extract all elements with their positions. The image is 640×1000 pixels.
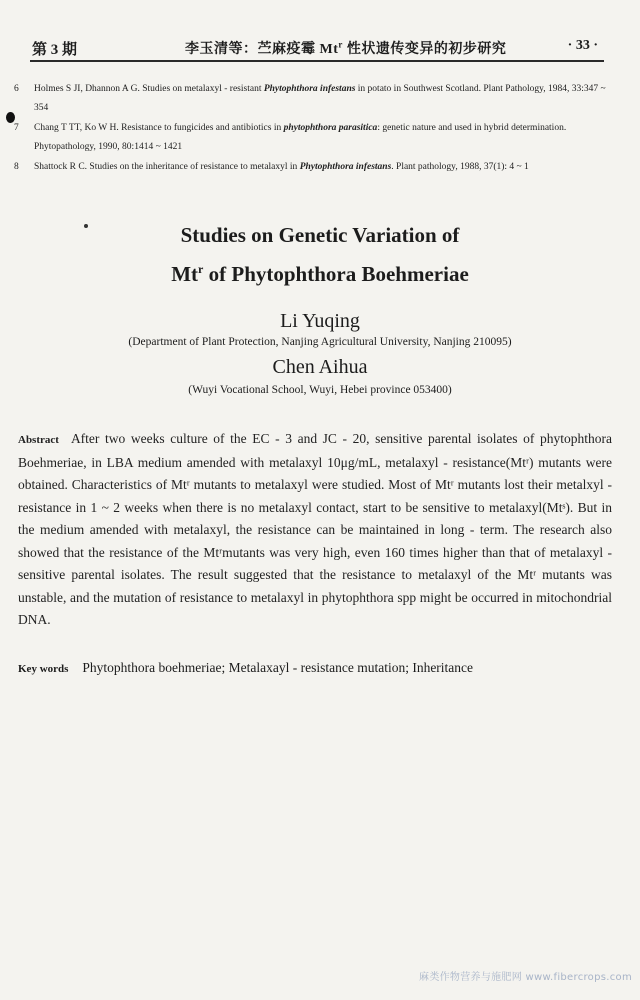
reference-item [14, 80, 614, 118]
abstract-text: After two weeks culture of the EC - 3 and JC - 20, sensitive parental isolates of phytophthora Boehmeriae, in LBA medium amended with metalaxyl 10μg/mL, metalaxyl - resistance(Mtʳ) mutants were obtained. Characteristics of Mtʳ mutants to metalaxyl were studied. Most of Mtʳ mutants lost their metalxyl - resistance in 1 ~ 2 weeks when there is no metalaxyl contact, start to be sensitive to metalaxyl(Mtˢ). But in the medium amended with metalaxyl, the resistance can be maintained in long - term. The research also showed that the resistance of the Mtʳmutants was very high, even 160 times higher than that of metalaxyl - sensitive parental isolates. The result suggested that the resistance to metalaxyl of the Mtʳ mutants was unstable, and the mutation of resistance to metalaxyl in phytophthora spp might be occurred in mitochondrial DNA. [18, 431, 612, 627]
abstract [18, 428, 612, 632]
keywords [18, 660, 612, 676]
reference-list [14, 80, 614, 178]
reference-text: . Plant pathology, 1988, 37(1): 4 ~ 1 [391, 162, 529, 172]
reference-text: in potato in Southwest Scotland. Plant Pathology, 1984, 33:347 ~ 354 [34, 84, 606, 113]
reference-item [14, 158, 614, 177]
paper-title-rest: of Phytophthora Boehmeriae [203, 262, 469, 286]
running-title-pre: 李玉清等：苎麻疫霉 Mt [185, 42, 339, 57]
reference-species: phytophthora parasitica [283, 123, 378, 133]
reference-text: Holmes S JI, Dhannon A G. Studies on metalaxyl - resistant [34, 84, 264, 94]
reference-text: Shattock R C. Studies on the inheritance of resistance to metalaxyl in [34, 162, 300, 172]
paper-title-sup: r [198, 262, 204, 276]
site-watermark: 麻类作物营养与施肥网 www.fibercrops.com [419, 972, 632, 983]
reference-number: 8 [14, 162, 19, 172]
keywords-text: Phytophthora boehmeriae; Metalaxayl - resistance mutation; Inheritance [82, 660, 474, 675]
issue-number: 第 3 期 [32, 42, 78, 58]
reference-text: : genetic nature and used in hybrid determination. Phytopathology, 1990, 80:1414 ~ 1421 [34, 123, 567, 152]
author-name: Chen Aihua [272, 356, 368, 378]
paper-title-line-2 [40, 254, 600, 289]
paper-title-mt: Mt [171, 262, 199, 286]
reference-item [14, 119, 614, 157]
running-title-sup: r [338, 39, 343, 50]
author-affiliation: (Department of Plant Protection, Nanjing Agricultural University, Nanjing 210095) [128, 336, 512, 348]
running-header [30, 34, 604, 62]
running-title [185, 38, 506, 58]
author-name: Li Yuqing [280, 310, 360, 332]
reference-species: Phytophthora infestans [263, 84, 356, 94]
author-affiliation: (Wuyi Vocational School, Wuyi, Hebei province 053400) [188, 384, 452, 396]
keywords-label: Key words [18, 663, 69, 675]
reference-number: 6 [14, 84, 19, 94]
paper-title-line-1: Studies on Genetic Variation of [180, 223, 460, 247]
abstract-label: Abstract [18, 434, 59, 446]
running-title-post: 性状遗传变异的初步研究 [342, 42, 507, 57]
page-number: · 33 · [567, 38, 598, 53]
reference-number: 7 [14, 123, 19, 133]
reference-text: Chang T TT, Ko W H. Resistance to fungicides and antibiotics in [34, 123, 284, 133]
reference-species: Phytophthora infestans [299, 162, 392, 172]
